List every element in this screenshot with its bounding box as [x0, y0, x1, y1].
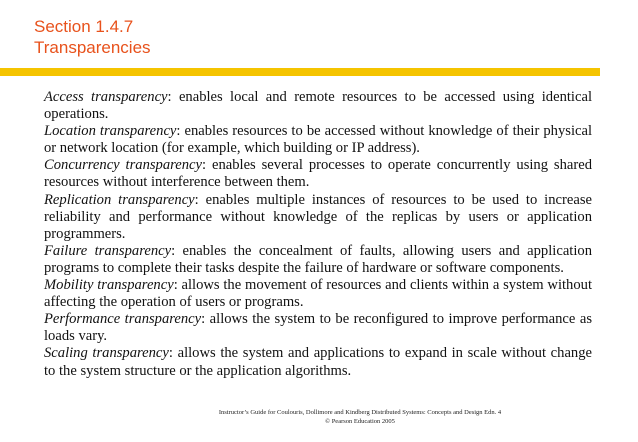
list-item-performance	[44, 311, 592, 345]
list-item-failure	[44, 243, 592, 277]
term-description: : enables the concealment of faults, allowing users and application programs to complete their tasks despite the failure of hardware or software components.	[44, 242, 592, 276]
transparency-list	[44, 89, 592, 380]
list-item-scaling	[44, 345, 592, 379]
list-item-location	[44, 123, 592, 157]
footer-copyright: © Pearson Education 2005	[325, 418, 395, 425]
term-label: Access transparency	[44, 89, 168, 105]
term-label: Performance transparency	[44, 311, 202, 328]
term-description: : enables multiple instances of resources to be used to increase reliability and performance without knowledge of the replicas by users or application programmers.	[44, 191, 592, 242]
term-label: Scaling transparency	[44, 345, 169, 362]
term-label: Location transparency	[44, 123, 177, 140]
term-description: : enables local and remote resources to be accessed using identical operations.	[44, 89, 592, 123]
term-description: : allows the movement of resources and clients within a system without affecting the operation of users or programs.	[44, 277, 593, 311]
term-label: Failure transparency	[44, 242, 172, 259]
term-description: : allows the system to be reconfigured to improve performance as loads vary.	[44, 311, 592, 345]
slide-footer	[150, 408, 570, 426]
section-number: Section 1.4.7	[34, 17, 134, 36]
term-label: Concurrency transparency	[44, 157, 203, 174]
slide-title	[34, 16, 151, 58]
list-item-concurrency	[44, 157, 592, 191]
term-label: Mobility transparency	[44, 277, 174, 294]
section-heading: Transparencies	[34, 38, 151, 57]
title-underline-bar	[0, 68, 600, 76]
term-description: : enables resources to be accessed without knowledge of their physical or network location (for example, which building or IP address).	[44, 123, 593, 157]
term-description: : allows the system and applications to expand in scale without change to the system structure or the application algorithms.	[44, 345, 592, 379]
list-item-mobility	[44, 277, 592, 311]
footer-citation: Instructor’s Guide for Coulouris, Dollimore and Kindberg Distributed Systems: Concepts and Design Edn. 4	[218, 409, 502, 416]
list-item-access	[44, 89, 592, 123]
term-label: Replication transparency	[44, 191, 195, 208]
term-description: : enables several processes to operate concurrently using shared resources without interference between them.	[44, 157, 592, 191]
list-item-replication	[44, 192, 592, 243]
